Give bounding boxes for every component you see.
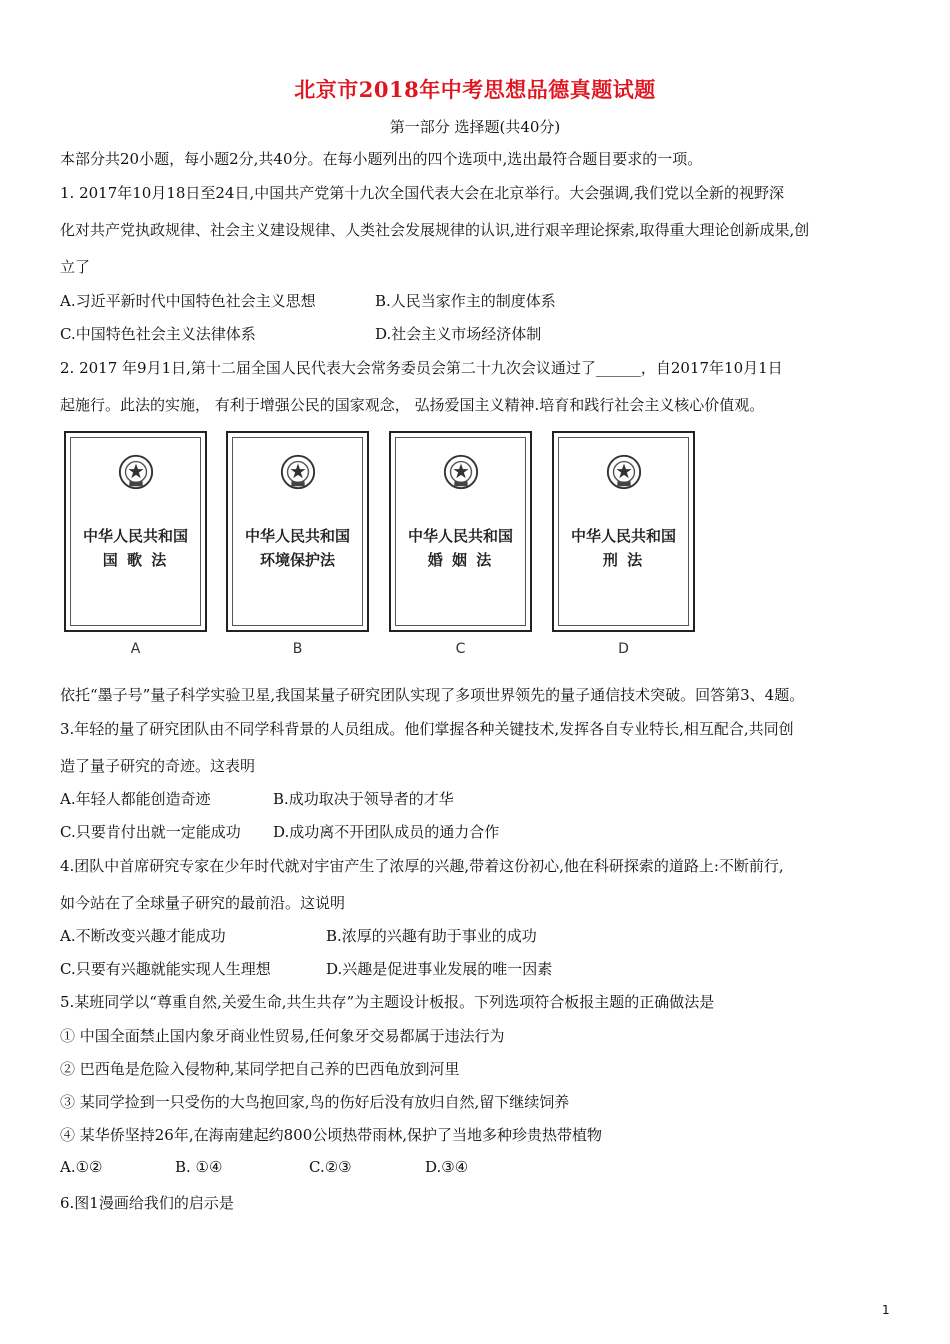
q3-option-a: A.年轻人都能创造奇迹 (60, 790, 211, 808)
book-cover-c (389, 431, 532, 632)
q5-option-c: C.②③ (309, 1158, 352, 1176)
context-q3-q4: 依托“墨子号”量子科学实验卫星,我国某量子研究团队实现了多项世界领先的量子通信技术突破。回答第3、4题。 (60, 686, 805, 704)
book-label-a: A (130, 641, 141, 657)
q1-text-line1: 1. 2017年10月18日至24日,中国共产党第十九次全国代表大会在北京举行。大会强调,我们党以全新的视野深 (60, 184, 785, 202)
national-emblem-icon (279, 453, 317, 491)
q5-option-a: A.①② (60, 1158, 103, 1176)
q4-text-line2: 如今站在了全球量子研究的最前沿。这说明 (60, 894, 346, 912)
q1-option-c: C.中国特色社会主义法律体系 (60, 325, 256, 343)
q1-text-line3: 立了 (60, 258, 91, 276)
q4-option-c: C.只要有兴趣就能实现人生理想 (60, 960, 271, 978)
book-title-line2: 国 歌 法 (102, 551, 169, 569)
book-title-line2: 刑 法 (602, 551, 645, 569)
book-title-line2: 婚 姻 法 (427, 551, 494, 569)
q1-option-a: A.习近平新时代中国特色社会主义思想 (60, 292, 316, 310)
q5-text: 5.某班同学以“尊重自然,关爱生命,共生共存”为主题设计板报。下列选项符合板报主题的正确做法是 (60, 993, 715, 1011)
q3-option-c: C.只要肯付出就一定能成功 (60, 823, 241, 841)
q1-option-d: D.社会主义市场经济体制 (375, 325, 542, 343)
q5-statement-4: ④ 某华侨坚持26年,在海南建起约800公顷热带雨林,保护了当地多种珍贵热带植物 (60, 1126, 603, 1144)
q4-text-line1: 4.团队中首席研究专家在少年时代就对宇宙产生了浓厚的兴趣,带着这份初心,他在科研探索的道路上:不断前行, (60, 857, 784, 875)
book-cover-d (552, 431, 695, 632)
book-label-b: B (292, 641, 303, 657)
q3-option-b: B.成功取决于领导者的才华 (273, 790, 454, 808)
book-label-c: C (455, 641, 466, 657)
national-emblem-icon (605, 453, 643, 491)
national-emblem-icon (442, 453, 480, 491)
book-title-line1: 中华人民共和国 (407, 527, 513, 545)
q3-text-line2: 造了量子研究的奇迹。这表明 (60, 757, 256, 775)
national-emblem-icon (117, 453, 155, 491)
q3-text-line1: 3.年轻的量了研究团队由不同学科背景的人员组成。他们掌握各种关键技术,发挥各自专业特长,相互配合,共同创 (60, 720, 794, 738)
q5-statement-1: ① 中国全面禁止国内象牙商业性贸易,任何象牙交易都属于违法行为 (60, 1027, 505, 1045)
book-label-d: D (618, 641, 629, 657)
q4-option-a: A.不断改变兴趣才能成功 (60, 927, 226, 945)
book-cover-a (64, 431, 207, 632)
q5-option-b: B. ①④ (175, 1158, 223, 1176)
book-title-line1: 中华人民共和国 (82, 527, 188, 545)
q4-option-b: B.浓厚的兴趣有助于事业的成功 (326, 927, 537, 945)
q4-option-d: D.兴趣是促进事业发展的唯一因素 (326, 960, 553, 978)
q5-statement-3: ③ 某同学捡到一只受伤的大鸟抱回家,鸟的伤好后没有放归自然,留下继续饲养 (60, 1093, 570, 1111)
q1-option-b: B.人民当家作主的制度体系 (375, 292, 556, 310)
q6-text: 6.图1漫画给我们的启示是 (60, 1194, 234, 1212)
q1-text-line2: 化对共产党执政规律、社会主义建设规律、人类社会发展规律的认识,进行艰辛理论探索,取得重大理论创新成果,创 (60, 221, 810, 239)
book-title-line2: 环境保护法 (259, 551, 335, 569)
page-number: 1 (882, 1303, 890, 1317)
book-cover-b (226, 431, 369, 632)
q3-option-d: D.成功离不开团队成员的通力合作 (273, 823, 500, 841)
q2-text-line1: 2. 2017 年9月1日,第十二届全国人民代表大会常务委员会第二十九次会议通过了______，自2017年10月1日 (60, 359, 783, 377)
section-heading: 第一部分 选择题(共40分) (389, 118, 561, 136)
book-title-line1: 中华人民共和国 (244, 527, 350, 545)
book-title-line1: 中华人民共和国 (570, 527, 676, 545)
instructions: 本部分共20小题，每小题2分,共40分。在每小题列出的四个选项中,选出最符合题目要求的一项。 (60, 150, 703, 168)
page-title: 北京市2018年中考思想品德真题试题 (294, 77, 656, 102)
q5-statement-2: ② 巴西龟是危险入侵物种,某同学把自己养的巴西龟放到河里 (60, 1060, 460, 1078)
q2-text-line2: 起施行。此法的实施， 有利于增强公民的国家观念， 弘扬爱国主义精神.培育和践行社会主义核心价值观。 (60, 396, 765, 414)
q5-option-d: D.③④ (425, 1158, 469, 1176)
